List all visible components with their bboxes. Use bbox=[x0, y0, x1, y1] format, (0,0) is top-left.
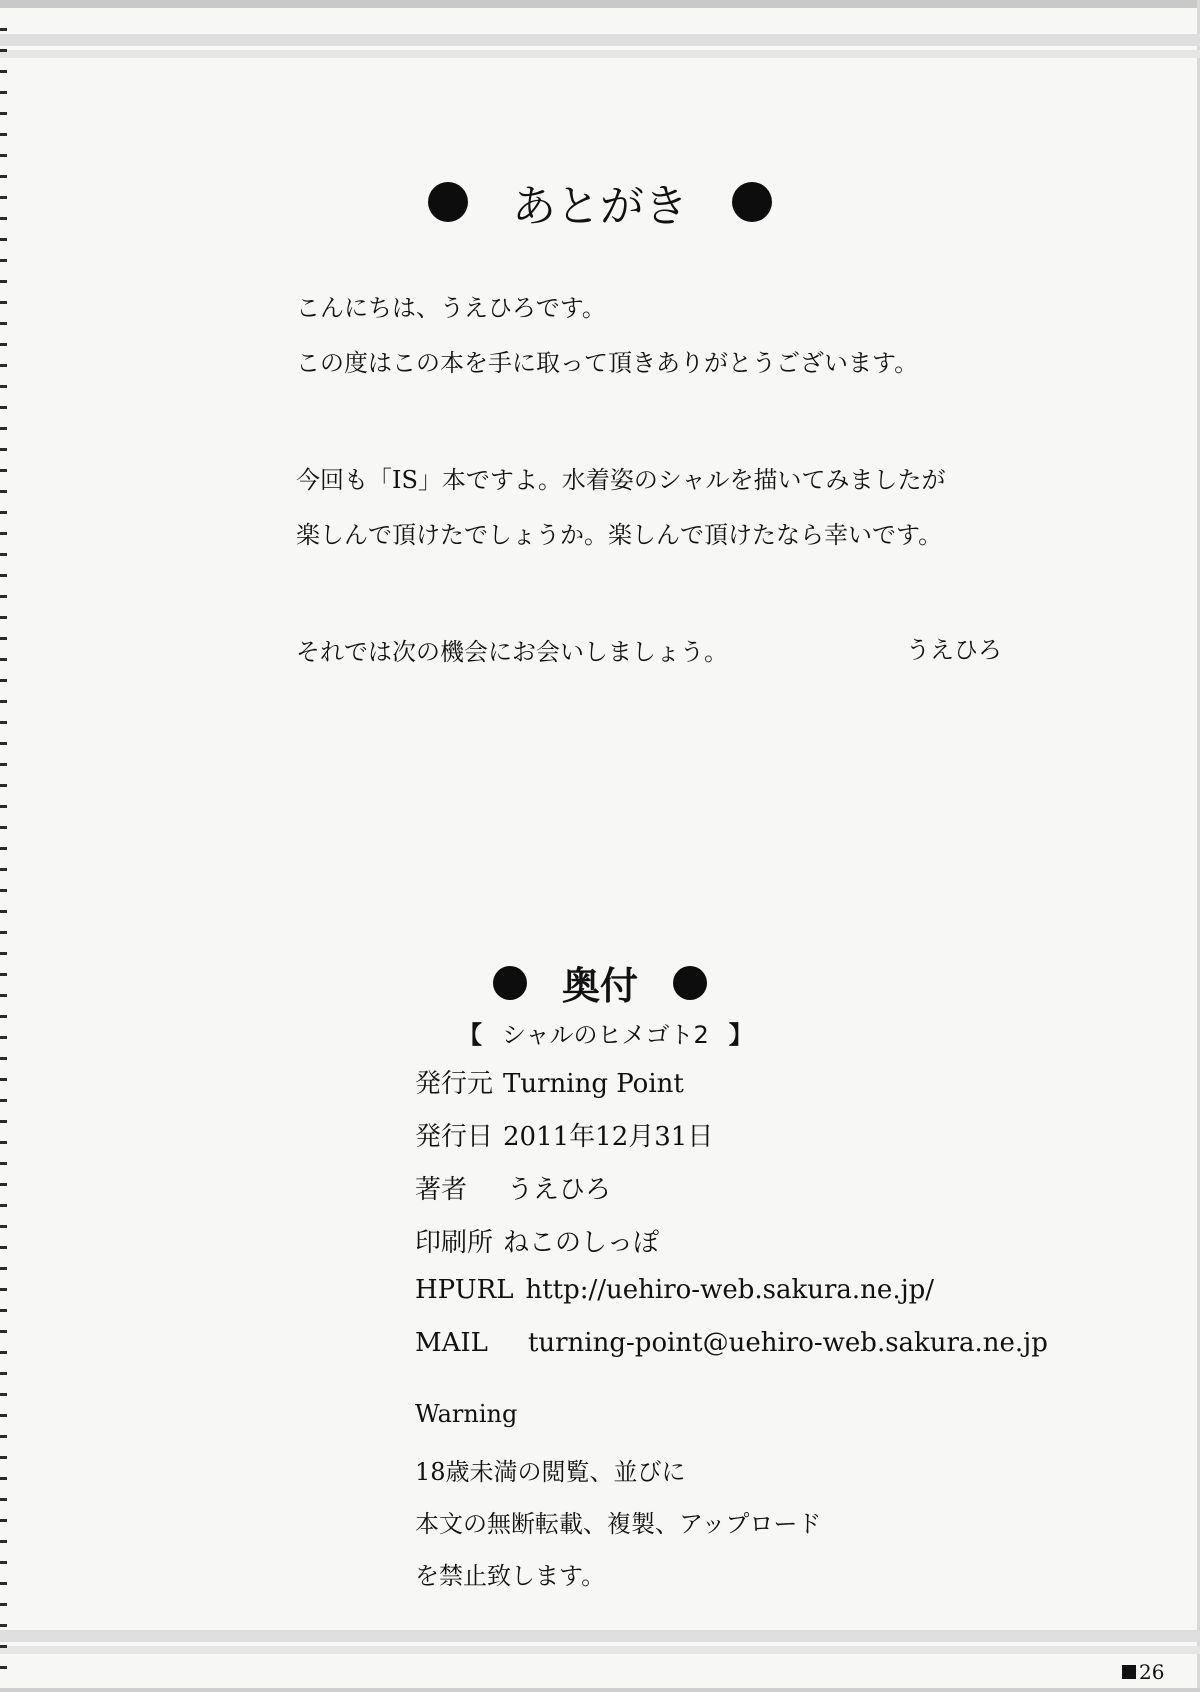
binding-tick bbox=[0, 406, 7, 409]
binding-tick bbox=[0, 1414, 7, 1417]
book-title bbox=[458, 1015, 753, 1050]
binding-tick bbox=[0, 511, 7, 514]
binding-tick bbox=[0, 1162, 7, 1165]
author-row bbox=[415, 1169, 1048, 1222]
binding-tick bbox=[0, 721, 7, 724]
binding-tick bbox=[0, 448, 7, 451]
binding-tick bbox=[0, 1204, 7, 1207]
warning-line: を禁止致します。 bbox=[415, 1562, 606, 1590]
warning-line: 本文の無断転載、複製、アップロード bbox=[415, 1510, 822, 1538]
binding-tick bbox=[0, 910, 7, 913]
printer-value: ねこのしっぽ bbox=[503, 1228, 660, 1258]
scan-edge-bottom bbox=[0, 1688, 1200, 1692]
binding-tick bbox=[0, 238, 7, 241]
binding-tick bbox=[0, 931, 7, 934]
scan-edge-top bbox=[0, 0, 1200, 8]
binding-tick bbox=[0, 259, 7, 262]
binding-tick bbox=[0, 112, 7, 115]
binding-tick bbox=[0, 1099, 7, 1102]
date-label: 発行日 bbox=[415, 1122, 494, 1152]
afterword-line: こんにちは、うえひろです。 bbox=[296, 294, 606, 322]
footer-band bbox=[0, 1630, 1200, 1642]
date-row bbox=[415, 1116, 1048, 1169]
binding-tick bbox=[0, 1015, 7, 1018]
bullet-dot-icon bbox=[493, 966, 527, 1000]
binding-tick bbox=[0, 154, 7, 157]
binding-tick bbox=[0, 1603, 7, 1606]
afterword-line: それでは次の機会にお会いしましょう。 bbox=[296, 638, 728, 666]
binding-tick bbox=[0, 364, 7, 367]
binding-tick bbox=[0, 1057, 7, 1060]
binding-tick bbox=[0, 1330, 7, 1333]
mail-label: MAIL bbox=[415, 1328, 488, 1358]
binding-tick bbox=[0, 1645, 7, 1648]
binding-tick bbox=[0, 742, 7, 745]
page-number bbox=[1122, 1660, 1164, 1684]
binding-tick bbox=[0, 889, 7, 892]
binding-tick bbox=[0, 322, 7, 325]
warning-line: 18歳未満の閲覧、並びに bbox=[415, 1458, 686, 1486]
binding-tick bbox=[0, 679, 7, 682]
warning-title: Warning bbox=[415, 1400, 518, 1428]
binding-tick bbox=[0, 1582, 7, 1585]
binding-tick bbox=[0, 427, 7, 430]
binding-tick bbox=[0, 1666, 7, 1669]
binding-tick bbox=[0, 1519, 7, 1522]
binding-tick bbox=[0, 553, 7, 556]
homepage-label: HPURL bbox=[415, 1275, 514, 1305]
publisher-label: 発行元 bbox=[415, 1069, 494, 1099]
binding-tick bbox=[0, 469, 7, 472]
binding-tick bbox=[0, 133, 7, 136]
binding-marks bbox=[0, 0, 10, 1692]
afterword-line: 楽しんで頂けたでしょうか。楽しんで頂けたなら幸いです。 bbox=[296, 521, 943, 549]
binding-tick bbox=[0, 1036, 7, 1039]
binding-tick bbox=[0, 595, 7, 598]
binding-tick bbox=[0, 700, 7, 703]
warning-block bbox=[415, 1400, 821, 1608]
printer-row bbox=[415, 1222, 1048, 1275]
author-value: うえひろ bbox=[507, 1175, 612, 1205]
binding-tick bbox=[0, 658, 7, 661]
binding-tick bbox=[0, 49, 7, 52]
binding-tick bbox=[0, 1078, 7, 1081]
book-title-name: シャルのヒメゴト2 bbox=[502, 1021, 709, 1049]
bullet-dot-icon bbox=[732, 182, 772, 222]
colophon-details bbox=[415, 1063, 1048, 1381]
page-number-value: 26 bbox=[1139, 1660, 1165, 1684]
afterword-heading bbox=[0, 170, 1200, 234]
binding-tick bbox=[0, 1183, 7, 1186]
binding-tick bbox=[0, 1477, 7, 1480]
bullet-dot-icon bbox=[673, 966, 707, 1000]
binding-tick bbox=[0, 70, 7, 73]
binding-tick bbox=[0, 784, 7, 787]
binding-tick bbox=[0, 490, 7, 493]
homepage-row bbox=[415, 1275, 1048, 1328]
book-title-open-bracket: 【 bbox=[458, 1021, 482, 1049]
binding-tick bbox=[0, 1351, 7, 1354]
binding-tick bbox=[0, 616, 7, 619]
binding-tick bbox=[0, 301, 7, 304]
binding-tick bbox=[0, 805, 7, 808]
binding-tick bbox=[0, 1141, 7, 1144]
binding-tick bbox=[0, 1540, 7, 1543]
afterword-signature: うえひろ bbox=[906, 636, 1002, 664]
mail-address[interactable]: turning-point@uehiro-web.sakura.ne.jp bbox=[527, 1328, 1048, 1358]
afterword-title: あとがき bbox=[512, 181, 688, 232]
binding-tick bbox=[0, 532, 7, 535]
header-band bbox=[0, 34, 1200, 46]
publisher-row bbox=[415, 1063, 1048, 1116]
binding-tick bbox=[0, 847, 7, 850]
binding-tick bbox=[0, 1624, 7, 1627]
binding-tick bbox=[0, 1498, 7, 1501]
binding-tick bbox=[0, 28, 7, 31]
printer-label: 印刷所 bbox=[415, 1228, 494, 1258]
binding-tick bbox=[0, 637, 7, 640]
afterword-line: 今回も「IS」本ですよ。水着姿のシャルを描いてみましたが bbox=[296, 466, 946, 494]
publisher-value: Turning Point bbox=[503, 1069, 684, 1099]
binding-tick bbox=[0, 280, 7, 283]
date-value: 2011年12月31日 bbox=[503, 1122, 714, 1152]
binding-tick bbox=[0, 1435, 7, 1438]
binding-tick bbox=[0, 1561, 7, 1564]
colophon-title: 奥付 bbox=[561, 964, 638, 1008]
author-label: 著者 bbox=[415, 1175, 468, 1205]
afterword-line: この度はこの本を手に取って頂きありがとうございます。 bbox=[296, 349, 919, 377]
binding-tick bbox=[0, 574, 7, 577]
bullet-dot-icon bbox=[428, 182, 468, 222]
homepage-url[interactable]: http://uehiro-web.sakura.ne.jp/ bbox=[525, 1275, 935, 1305]
binding-tick bbox=[0, 343, 7, 346]
binding-tick bbox=[0, 1393, 7, 1396]
binding-tick bbox=[0, 1267, 7, 1270]
binding-tick bbox=[0, 385, 7, 388]
binding-tick bbox=[0, 763, 7, 766]
binding-tick bbox=[0, 1120, 7, 1123]
book-title-close-bracket: 】 bbox=[728, 1021, 753, 1049]
binding-tick bbox=[0, 1246, 7, 1249]
colophon-heading bbox=[0, 955, 1200, 1010]
binding-tick bbox=[0, 1456, 7, 1459]
binding-tick bbox=[0, 1309, 7, 1312]
header-band-thin bbox=[0, 50, 1200, 58]
mail-row bbox=[415, 1328, 1048, 1381]
footer-band-thin bbox=[0, 1646, 1200, 1654]
binding-tick bbox=[0, 1372, 7, 1375]
binding-tick bbox=[0, 868, 7, 871]
binding-tick bbox=[0, 1225, 7, 1228]
binding-tick bbox=[0, 826, 7, 829]
binding-tick bbox=[0, 1288, 7, 1291]
binding-tick bbox=[0, 91, 7, 94]
square-marker-icon bbox=[1122, 1665, 1136, 1679]
